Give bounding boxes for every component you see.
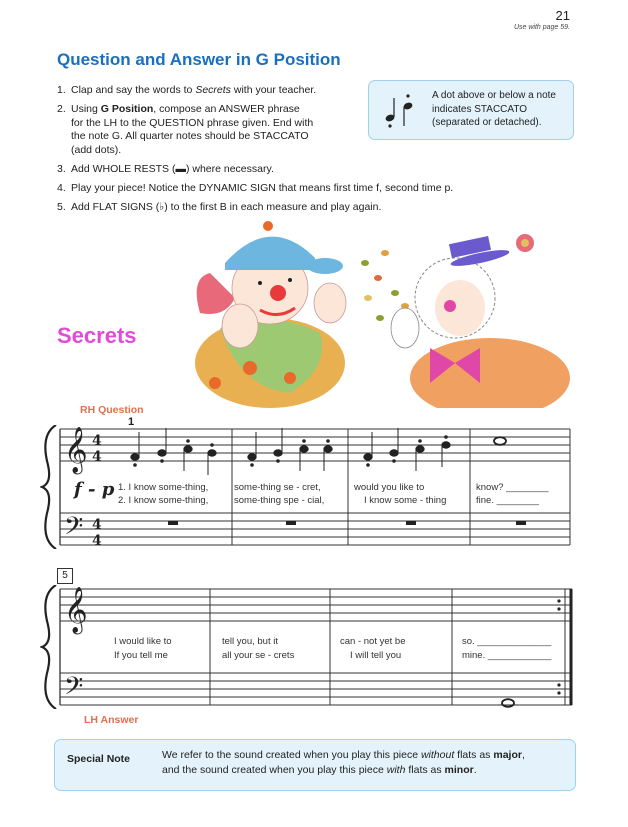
instruction-4: 4. Play your piece! Notice the DYNAMIC SIGN that means first time f, second time p. (57, 182, 454, 194)
special-note-title: Special Note (67, 753, 131, 765)
lyric-3-m5: I would like to (114, 636, 172, 647)
page-title: Question and Answer in G Position (57, 50, 341, 69)
lyric-2-m1: 2. I know some-thing, (118, 495, 209, 506)
instruction-5: 5. Add FLAT SIGNS (♭) to the first B in each measure and play again. (57, 201, 382, 213)
clowns-illustration (180, 218, 575, 408)
lyric-3-m7: can - not yet be (340, 636, 406, 647)
page-number: 21 (555, 8, 570, 23)
instruction-3: 3. Add WHOLE RESTS (▬) where necessary. (57, 163, 274, 175)
staccato-info-text: A dot above or below a note indicates STACCATO (separated or detached). (432, 90, 556, 128)
lh-answer-label: LH Answer (84, 714, 139, 726)
lyric-3-m6: tell you, but it (222, 636, 278, 647)
system-2-staff (40, 585, 580, 709)
lyric-1-m1: 1. I know some-thing, (118, 482, 209, 493)
whole-rests (168, 521, 526, 525)
instruction-2-line-1: Using G Position, compose an ANSWER phrase (71, 103, 300, 115)
bass-clef-icon: 𝄢 (64, 512, 84, 547)
measure-number-box: 5 (57, 568, 73, 584)
lh-final-whole-note (502, 699, 514, 707)
treble-clef-icon: 𝄞 (64, 427, 88, 473)
dynamic-sign: f - p (74, 479, 115, 500)
lyric-4-m5: If you tell me (114, 650, 168, 661)
piece-title: Secrets (57, 323, 137, 348)
rh-question-label: RH Question (80, 404, 144, 416)
use-with-note: Use with page 59. (513, 24, 570, 31)
lyric-1-m3: would you like to (354, 482, 425, 493)
lyric-4-m6: all your se - crets (222, 650, 295, 661)
lyric-2-m4: fine. ________ (476, 495, 539, 506)
lyric-1-m2: some-thing se - cret, (234, 482, 321, 493)
time-sig-bottom-bass: 4 (92, 533, 102, 549)
lyric-3-m8: so. ______________ (462, 636, 552, 647)
time-sig-top-bass: 4 (92, 517, 102, 533)
bass-clef-icon-2: 𝄢 (64, 672, 84, 707)
time-sig-bottom: 4 (92, 449, 102, 465)
lyric-2-m3: I know some - thing (364, 495, 447, 506)
instruction-2: 2. Using G Position, compose an ANSWER phrase for the LH to the QUESTION phrase given. End with the note G. All quarter notes should be STACCATO (add dots). (57, 103, 314, 156)
lyric-2-m2: some-thing spe - cial, (234, 495, 325, 506)
grand-staff-brace (42, 425, 56, 549)
grand-staff-brace-2 (42, 585, 56, 709)
lyric-1-m4: know? ________ (476, 482, 549, 493)
staccato-notes-icon (380, 88, 424, 132)
fingering-number: 1 (128, 416, 135, 428)
rh-question-notes (131, 428, 506, 475)
time-sig-top: 4 (92, 433, 102, 449)
instruction-1: 1. Clap and say the words to Secrets with your teacher. (57, 84, 317, 96)
lyric-4-m7: I will tell you (350, 650, 402, 661)
lyric-4-m8: mine. ____________ (462, 650, 552, 661)
treble-clef-icon-2: 𝄞 (64, 587, 88, 633)
special-note-text: We refer to the sound created when you play this piece without flats as major, and the sound created when you play this piece with flats as minor. (162, 749, 525, 776)
